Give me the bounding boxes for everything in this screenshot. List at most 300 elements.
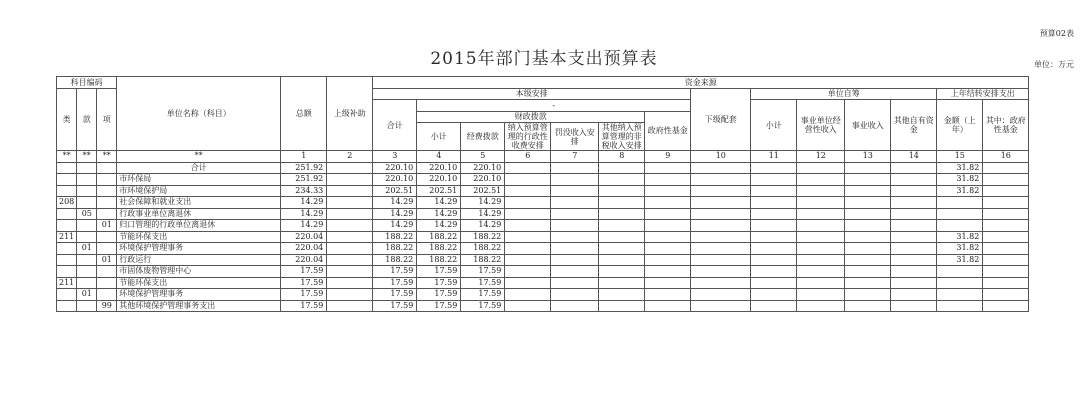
current-subtotal-cell: 188.22 bbox=[373, 231, 417, 243]
kuan-cell: 01 bbox=[77, 289, 97, 301]
superior-subsidy-cell bbox=[327, 185, 373, 197]
kuan-cell: 05 bbox=[77, 208, 97, 220]
kuan-cell bbox=[77, 162, 97, 174]
fines-income-cell bbox=[551, 243, 599, 255]
table-row bbox=[57, 197, 1029, 209]
fines-income-cell bbox=[551, 231, 599, 243]
gov-fund-header: 政府性基金 bbox=[645, 111, 691, 151]
service-income-cell bbox=[845, 197, 891, 209]
table-row bbox=[57, 289, 1029, 301]
carryover-gov-fund-cell bbox=[983, 231, 1029, 243]
service-income-cell bbox=[845, 254, 891, 266]
fiscal-subtotal-cell: 188.22 bbox=[417, 254, 461, 266]
fines-income-cell bbox=[551, 208, 599, 220]
operating-funds-cell: 14.29 bbox=[461, 208, 505, 220]
carryover-gov-fund-cell bbox=[983, 208, 1029, 220]
current-subtotal-cell: 17.59 bbox=[373, 300, 417, 312]
service-income-cell bbox=[845, 231, 891, 243]
total-cell: 220.04 bbox=[281, 231, 327, 243]
fiscal-subtotal-cell: 14.29 bbox=[417, 220, 461, 232]
total-cell: 251.92 bbox=[281, 174, 327, 186]
lei-cell bbox=[57, 185, 77, 197]
nontax-budget-cell bbox=[505, 197, 551, 209]
nontax-budget-cell bbox=[505, 289, 551, 301]
other-own-cell bbox=[891, 266, 937, 278]
gov-fund-cell bbox=[645, 277, 691, 289]
superior-subsidy-cell bbox=[327, 162, 373, 174]
fiscal-subtotal-cell: 14.29 bbox=[417, 208, 461, 220]
fiscal-subtotal-cell: 17.59 bbox=[417, 277, 461, 289]
column-number: 7 bbox=[551, 151, 599, 163]
lower-level-cell bbox=[691, 162, 751, 174]
unit-name-cell: 归口管理的行政单位离退休 bbox=[117, 220, 281, 232]
self-subtotal-cell bbox=[751, 231, 797, 243]
kuan-cell bbox=[77, 300, 97, 312]
current-subtotal-cell: 188.22 bbox=[373, 243, 417, 255]
total-cell: 251.92 bbox=[281, 162, 327, 174]
business-income-header: 事业单位经营性收入 bbox=[797, 100, 845, 151]
other-nontax-cell bbox=[599, 266, 645, 278]
carryover-gov-fund-cell bbox=[983, 289, 1029, 301]
nontax-budget-cell bbox=[505, 254, 551, 266]
carryover-gov-fund-header: 其中：政府性基金 bbox=[983, 100, 1029, 151]
unit-name-cell: 环境保护管理事务 bbox=[117, 289, 281, 301]
other-own-cell bbox=[891, 197, 937, 209]
other-own-cell bbox=[891, 162, 937, 174]
unit-name-cell: 社会保障和就业支出 bbox=[117, 197, 281, 209]
carryover-gov-fund-cell bbox=[983, 185, 1029, 197]
business-income-cell bbox=[797, 185, 845, 197]
superior-subsidy-header: 上级补助 bbox=[327, 77, 373, 151]
fines-income-cell bbox=[551, 185, 599, 197]
self-raised-header: 单位自筹 bbox=[751, 88, 937, 100]
self-subtotal-cell bbox=[751, 174, 797, 186]
kuan-cell bbox=[77, 277, 97, 289]
gov-fund-cell bbox=[645, 243, 691, 255]
service-income-cell bbox=[845, 220, 891, 232]
unit-name-header: 单位名称（科目） bbox=[117, 77, 281, 151]
carryover-gov-fund-cell bbox=[983, 243, 1029, 255]
business-income-cell bbox=[797, 231, 845, 243]
total-cell: 17.59 bbox=[281, 300, 327, 312]
xiang-cell: 01 bbox=[97, 220, 117, 232]
lei-cell: 208 bbox=[57, 197, 77, 209]
service-income-cell bbox=[845, 243, 891, 255]
other-nontax-cell bbox=[599, 162, 645, 174]
unit-name-cell: 节能环保支出 bbox=[117, 277, 281, 289]
lower-level-cell bbox=[691, 208, 751, 220]
column-number: 10 bbox=[691, 151, 751, 163]
carryover-gov-fund-cell bbox=[983, 254, 1029, 266]
fiscal-subtotal-cell: 17.59 bbox=[417, 289, 461, 301]
operating-funds-header: 经费拨款 bbox=[461, 123, 505, 151]
nontax-budget-header: 纳入预算管理的行政性收费安排 bbox=[505, 123, 551, 151]
column-number: ** bbox=[57, 151, 77, 163]
unit-label: 单位：万元 bbox=[1034, 60, 1074, 69]
nontax-budget-cell bbox=[505, 277, 551, 289]
fiscal-subtotal-cell: 188.22 bbox=[417, 231, 461, 243]
other-nontax-cell bbox=[599, 277, 645, 289]
kuan-cell bbox=[77, 266, 97, 278]
fines-income-cell bbox=[551, 197, 599, 209]
total-cell: 17.59 bbox=[281, 277, 327, 289]
xiang-cell bbox=[97, 289, 117, 301]
carryover-gov-fund-cell bbox=[983, 162, 1029, 174]
business-income-cell bbox=[797, 243, 845, 255]
other-own-cell bbox=[891, 208, 937, 220]
self-subtotal-header: 小计 bbox=[751, 100, 797, 151]
fines-income-cell bbox=[551, 300, 599, 312]
kuan-cell bbox=[77, 197, 97, 209]
carryover-gov-fund-cell bbox=[983, 197, 1029, 209]
carryover-gov-fund-cell bbox=[983, 300, 1029, 312]
self-subtotal-cell bbox=[751, 197, 797, 209]
unit-name-cell: 节能环保支出 bbox=[117, 231, 281, 243]
superior-subsidy-cell bbox=[327, 208, 373, 220]
xiang-cell bbox=[97, 243, 117, 255]
business-income-cell bbox=[797, 162, 845, 174]
unit-name-cell: 其他环境保护管理事务支出 bbox=[117, 300, 281, 312]
carryover-amount-cell: 31.82 bbox=[937, 162, 983, 174]
column-number: 13 bbox=[845, 151, 891, 163]
lower-level-cell bbox=[691, 300, 751, 312]
operating-funds-cell: 17.59 bbox=[461, 277, 505, 289]
operating-funds-cell: 188.22 bbox=[461, 254, 505, 266]
superior-subsidy-cell bbox=[327, 300, 373, 312]
column-number: 8 bbox=[599, 151, 645, 163]
operating-funds-cell: 14.29 bbox=[461, 220, 505, 232]
xiang-cell bbox=[97, 162, 117, 174]
other-nontax-header: 其他纳入预算管理的非税收入安排 bbox=[599, 123, 645, 151]
operating-funds-cell: 17.59 bbox=[461, 289, 505, 301]
service-income-cell bbox=[845, 174, 891, 186]
self-subtotal-cell bbox=[751, 289, 797, 301]
other-own-header: 其他自有资金 bbox=[891, 100, 937, 151]
superior-subsidy-cell bbox=[327, 197, 373, 209]
lei-cell: 211 bbox=[57, 277, 77, 289]
carryover-amount-cell bbox=[937, 197, 983, 209]
fiscal-subtotal-cell: 220.10 bbox=[417, 174, 461, 186]
current-subtotal-cell: 17.59 bbox=[373, 266, 417, 278]
gov-fund-cell bbox=[645, 174, 691, 186]
xiang-header: 项 bbox=[97, 88, 117, 151]
business-income-cell bbox=[797, 300, 845, 312]
current-subtotal-cell: 202.51 bbox=[373, 185, 417, 197]
business-income-cell bbox=[797, 254, 845, 266]
total-cell: 17.59 bbox=[281, 289, 327, 301]
xiang-cell bbox=[97, 231, 117, 243]
superior-subsidy-cell bbox=[327, 243, 373, 255]
column-number: ** bbox=[77, 151, 97, 163]
column-number-row bbox=[57, 151, 1029, 163]
carryover-gov-fund-cell bbox=[983, 174, 1029, 186]
lower-level-cell bbox=[691, 185, 751, 197]
nontax-budget-cell bbox=[505, 208, 551, 220]
self-subtotal-cell bbox=[751, 300, 797, 312]
carryover-amount-cell: 31.82 bbox=[937, 254, 983, 266]
unit-name-cell: 市环境保护局 bbox=[117, 185, 281, 197]
current-subtotal-cell: 220.10 bbox=[373, 162, 417, 174]
carryover-amount-cell bbox=[937, 277, 983, 289]
xiang-cell bbox=[97, 174, 117, 186]
funding-source-header: 资金来源 bbox=[373, 77, 1029, 89]
unit-name-cell: 环境保护管理事务 bbox=[117, 243, 281, 255]
xiang-cell bbox=[97, 197, 117, 209]
total-cell: 220.04 bbox=[281, 254, 327, 266]
current-subtotal-cell: 17.59 bbox=[373, 289, 417, 301]
lei-cell bbox=[57, 289, 77, 301]
table-row bbox=[57, 208, 1029, 220]
kuan-cell bbox=[77, 185, 97, 197]
other-nontax-cell bbox=[599, 254, 645, 266]
nontax-budget-cell bbox=[505, 300, 551, 312]
other-own-cell bbox=[891, 220, 937, 232]
current-year-header: 本级安排 bbox=[373, 88, 691, 100]
lei-cell bbox=[57, 208, 77, 220]
total-cell: 234.33 bbox=[281, 185, 327, 197]
lower-level-header: 下级配套 bbox=[691, 88, 751, 151]
other-own-cell bbox=[891, 243, 937, 255]
carryover-amount-cell: 31.82 bbox=[937, 185, 983, 197]
lei-header: 类 bbox=[57, 88, 77, 151]
superior-subsidy-cell bbox=[327, 277, 373, 289]
business-income-cell bbox=[797, 197, 845, 209]
other-nontax-cell bbox=[599, 208, 645, 220]
gov-fund-cell bbox=[645, 289, 691, 301]
carryover-amount-cell bbox=[937, 300, 983, 312]
total-cell: 17.59 bbox=[281, 266, 327, 278]
lei-cell bbox=[57, 300, 77, 312]
total-cell: 14.29 bbox=[281, 197, 327, 209]
business-income-cell bbox=[797, 220, 845, 232]
budget-table bbox=[56, 76, 1029, 312]
other-own-cell bbox=[891, 277, 937, 289]
column-number: 3 bbox=[373, 151, 417, 163]
service-income-cell bbox=[845, 300, 891, 312]
lower-level-cell bbox=[691, 231, 751, 243]
column-number: 15 bbox=[937, 151, 983, 163]
xiang-cell bbox=[97, 208, 117, 220]
fiscal-grant-header: 财政拨款 bbox=[417, 111, 645, 123]
column-number: 2 bbox=[327, 151, 373, 163]
total-cell: 220.04 bbox=[281, 243, 327, 255]
kuan-cell: 01 bbox=[77, 243, 97, 255]
lei-cell bbox=[57, 162, 77, 174]
nontax-budget-cell bbox=[505, 220, 551, 232]
nontax-budget-cell bbox=[505, 174, 551, 186]
service-income-cell bbox=[845, 185, 891, 197]
unit-name-cell: 行政运行 bbox=[117, 254, 281, 266]
nontax-budget-cell bbox=[505, 162, 551, 174]
gov-fund-cell bbox=[645, 300, 691, 312]
fines-income-cell bbox=[551, 220, 599, 232]
current-subtotal-header: 合计 bbox=[373, 100, 417, 151]
fiscal-subtotal-cell: 188.22 bbox=[417, 243, 461, 255]
service-income-cell bbox=[845, 266, 891, 278]
self-subtotal-cell bbox=[751, 162, 797, 174]
xiang-cell: 99 bbox=[97, 300, 117, 312]
gov-fund-cell bbox=[645, 254, 691, 266]
xiang-cell: 01 bbox=[97, 254, 117, 266]
operating-funds-cell: 220.10 bbox=[461, 174, 505, 186]
nontax-budget-cell bbox=[505, 185, 551, 197]
carryover-amount-cell: 31.82 bbox=[937, 174, 983, 186]
form-number: 预算02表 bbox=[1039, 29, 1074, 38]
carryover-gov-fund-cell bbox=[983, 277, 1029, 289]
superior-subsidy-cell bbox=[327, 231, 373, 243]
fiscal-subtotal-cell: 202.51 bbox=[417, 185, 461, 197]
xiang-cell bbox=[97, 266, 117, 278]
unit-name-cell: 市环保局 bbox=[117, 174, 281, 186]
nontax-budget-cell bbox=[505, 231, 551, 243]
other-nontax-cell bbox=[599, 185, 645, 197]
table-row bbox=[57, 174, 1029, 186]
fiscal-subtotal-header: 小计 bbox=[417, 123, 461, 151]
other-own-cell bbox=[891, 300, 937, 312]
lei-cell: 211 bbox=[57, 231, 77, 243]
fiscal-subtotal-cell: 17.59 bbox=[417, 300, 461, 312]
service-income-cell bbox=[845, 162, 891, 174]
table-row bbox=[57, 243, 1029, 255]
fines-income-header: 罚没收入安排 bbox=[551, 123, 599, 151]
other-nontax-cell bbox=[599, 243, 645, 255]
table-row bbox=[57, 266, 1029, 278]
current-subtotal-cell: 14.29 bbox=[373, 197, 417, 209]
lei-cell bbox=[57, 174, 77, 186]
business-income-cell bbox=[797, 277, 845, 289]
carryover-amount-cell bbox=[937, 208, 983, 220]
current-subtotal-cell: 14.29 bbox=[373, 208, 417, 220]
operating-funds-cell: 188.22 bbox=[461, 243, 505, 255]
column-number: 6 bbox=[505, 151, 551, 163]
gov-fund-cell bbox=[645, 266, 691, 278]
operating-funds-cell: 202.51 bbox=[461, 185, 505, 197]
column-number: 9 bbox=[645, 151, 691, 163]
carryover-amount-cell: 31.82 bbox=[937, 243, 983, 255]
other-nontax-cell bbox=[599, 289, 645, 301]
current-subtotal-cell: 220.10 bbox=[373, 174, 417, 186]
column-number: ** bbox=[117, 151, 281, 163]
lower-level-cell bbox=[691, 243, 751, 255]
operating-funds-cell: 14.29 bbox=[461, 197, 505, 209]
column-number: 5 bbox=[461, 151, 505, 163]
carryover-amount-cell bbox=[937, 289, 983, 301]
lower-level-cell bbox=[691, 220, 751, 232]
operating-funds-cell: 17.59 bbox=[461, 300, 505, 312]
fines-income-cell bbox=[551, 174, 599, 186]
business-income-cell bbox=[797, 208, 845, 220]
fiscal-subtotal-cell: 17.59 bbox=[417, 266, 461, 278]
service-income-cell bbox=[845, 277, 891, 289]
nontax-budget-cell bbox=[505, 243, 551, 255]
column-number: 4 bbox=[417, 151, 461, 163]
self-subtotal-cell bbox=[751, 254, 797, 266]
carryover-amount-header: 金额（上年） bbox=[937, 100, 983, 151]
business-income-cell bbox=[797, 174, 845, 186]
carryover-amount-cell bbox=[937, 220, 983, 232]
total-cell: 14.29 bbox=[281, 208, 327, 220]
column-number: 11 bbox=[751, 151, 797, 163]
operating-funds-cell: 220.10 bbox=[461, 162, 505, 174]
kuan-cell bbox=[77, 220, 97, 232]
other-nontax-cell bbox=[599, 174, 645, 186]
xiang-cell bbox=[97, 277, 117, 289]
lei-cell bbox=[57, 220, 77, 232]
column-number: ** bbox=[97, 151, 117, 163]
lower-level-cell bbox=[691, 277, 751, 289]
kuan-cell bbox=[77, 231, 97, 243]
superior-subsidy-cell bbox=[327, 174, 373, 186]
other-nontax-cell bbox=[599, 220, 645, 232]
table-row bbox=[57, 231, 1029, 243]
fines-income-cell bbox=[551, 289, 599, 301]
table-row bbox=[57, 254, 1029, 266]
fiscal-subtotal-cell: 220.10 bbox=[417, 162, 461, 174]
subject-code-header: 科目编码 bbox=[57, 77, 117, 89]
gov-fund-cell bbox=[645, 197, 691, 209]
current-subtotal-cell: 17.59 bbox=[373, 277, 417, 289]
other-own-cell bbox=[891, 254, 937, 266]
business-income-cell bbox=[797, 289, 845, 301]
superior-subsidy-cell bbox=[327, 254, 373, 266]
fines-income-cell bbox=[551, 254, 599, 266]
nontax-budget-cell bbox=[505, 266, 551, 278]
other-own-cell bbox=[891, 231, 937, 243]
self-subtotal-cell bbox=[751, 266, 797, 278]
carryover-gov-fund-cell bbox=[983, 266, 1029, 278]
fiscal-subtotal-cell: 14.29 bbox=[417, 197, 461, 209]
carryover-amount-cell: 31.82 bbox=[937, 231, 983, 243]
kuan-cell bbox=[77, 174, 97, 186]
fines-income-cell bbox=[551, 277, 599, 289]
table-row bbox=[57, 220, 1029, 232]
self-subtotal-cell bbox=[751, 185, 797, 197]
current-subtotal-cell: 14.29 bbox=[373, 220, 417, 232]
self-subtotal-cell bbox=[751, 220, 797, 232]
other-nontax-cell bbox=[599, 231, 645, 243]
other-nontax-cell bbox=[599, 300, 645, 312]
column-number: 14 bbox=[891, 151, 937, 163]
self-subtotal-cell bbox=[751, 277, 797, 289]
other-own-cell bbox=[891, 185, 937, 197]
service-income-cell bbox=[845, 289, 891, 301]
kuan-cell bbox=[77, 254, 97, 266]
carryover-amount-cell bbox=[937, 266, 983, 278]
lei-cell bbox=[57, 266, 77, 278]
operating-funds-cell: 17.59 bbox=[461, 266, 505, 278]
other-own-cell bbox=[891, 174, 937, 186]
gov-fund-cell bbox=[645, 185, 691, 197]
lei-cell bbox=[57, 243, 77, 255]
superior-subsidy-cell bbox=[327, 289, 373, 301]
service-income-header: 事业收入 bbox=[845, 100, 891, 151]
carryover-header: 上年结转安排支出 bbox=[937, 88, 1029, 100]
other-nontax-cell bbox=[599, 197, 645, 209]
total-header: 总额 bbox=[281, 77, 327, 151]
unit-name-cell: 市固体废物管理中心 bbox=[117, 266, 281, 278]
dash-header: - bbox=[417, 100, 691, 112]
unit-name-cell: 合计 bbox=[117, 162, 281, 174]
unit-name-cell: 行政事业单位离退休 bbox=[117, 208, 281, 220]
service-income-cell bbox=[845, 208, 891, 220]
lower-level-cell bbox=[691, 254, 751, 266]
column-number: 16 bbox=[983, 151, 1029, 163]
table-row bbox=[57, 162, 1029, 174]
superior-subsidy-cell bbox=[327, 220, 373, 232]
operating-funds-cell: 188.22 bbox=[461, 231, 505, 243]
total-cell: 14.29 bbox=[281, 220, 327, 232]
lower-level-cell bbox=[691, 197, 751, 209]
